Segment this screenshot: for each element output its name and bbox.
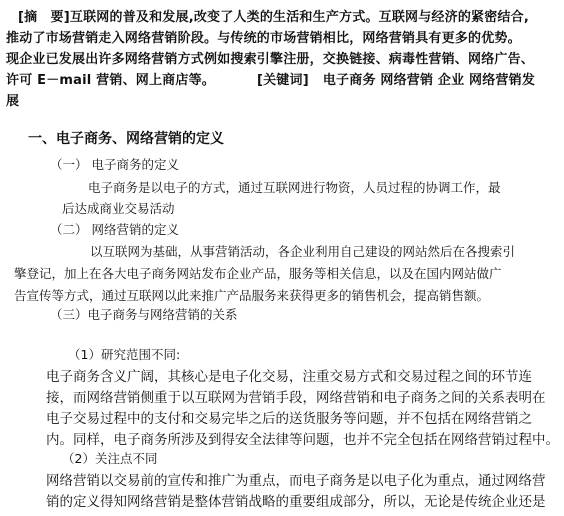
sub1-text-line-2: 后达成商业交易活动	[62, 201, 175, 216]
abstract-label: [摘 要]	[18, 10, 70, 25]
abstract-line-1	[18, 6, 529, 25]
sub3-heading: （三）电子商务与网络营销的关系	[50, 307, 238, 322]
point1-text-line-3: 电子交易过程中的支付和交易完毕之后的送货服务等问题，并不包括在网络营销之	[46, 411, 532, 427]
sub2-text-line-2: 擎登记，加上在各大电子商务网站发布企业产品，服务等相关信息，以及在国内网站做广	[14, 266, 502, 281]
point2-text-line-1: 网络营销以交易前的宣传和推广为重点，而电子商务是以电子化为重点，通过网络营	[46, 473, 546, 489]
keywords-label: [关键词]	[256, 73, 309, 88]
point1-text-line-1: 电子商务含义广阔，其核心是电子化交易，注重交易方式和交易过程之间的环节连	[46, 369, 532, 385]
sub1-text-line-1: 电子商务是以电子的方式，通过互联网进行物资，人员过程的协调工作，最	[88, 180, 501, 195]
keywords-wrap: 展	[6, 94, 20, 109]
abstract-line-3: 现企业已发展出许多网络营销方式例如搜索引擎注册，交换链接、病毒性营销、网络广告、	[6, 52, 535, 67]
abstract-text: 互联网的普及和发展,改变了人类的生活和生产方式。互联网与经济的紧密结合,	[69, 10, 529, 25]
point1-text-line-4: 内。同样，电子商务所涉及到得安全法律等问题，也并不完全包括在网络营销过程中。	[46, 432, 559, 448]
abstract-line-4	[6, 69, 535, 88]
abstract-text-end: 许可 E－mail 营销、网上商店等。	[6, 73, 215, 88]
point1-text-line-2: 接，而网络营销侧重于以互联网为营销手段，网络营销和电子商务之间的关系表明在	[46, 390, 546, 406]
section-title: 一、电子商务、网络营销的定义	[28, 131, 224, 147]
sub1-heading: （一） 电子商务的定义	[50, 157, 179, 172]
keywords-text: 电子商务 网络营销 企业 网络营销发	[322, 73, 536, 88]
point1-heading: （1）研究范围不同:	[68, 347, 181, 362]
point2-text-line-2: 销的定义得知网络营销是整体营销战略的重要组成部分，所以，无论是传统企业还是	[46, 494, 546, 510]
sub2-text-line-1: 以互联网为基础，从事营销活动，各企业利用自己建设的网站然后在各搜索引	[90, 244, 516, 259]
sub2-heading: （二） 网络营销的定义	[50, 222, 179, 237]
abstract-line-2: 推动了市场营销走入网络营销阶段。与传统的市场营销相比，网络营销具有更多的优势。	[6, 31, 521, 46]
sub2-text-line-3: 告宣传等方式，通过互联网以此来推广产品服务来获得更多的销售机会，提高销售额。	[14, 288, 490, 303]
point2-heading: （2）关注点不同	[62, 451, 158, 466]
